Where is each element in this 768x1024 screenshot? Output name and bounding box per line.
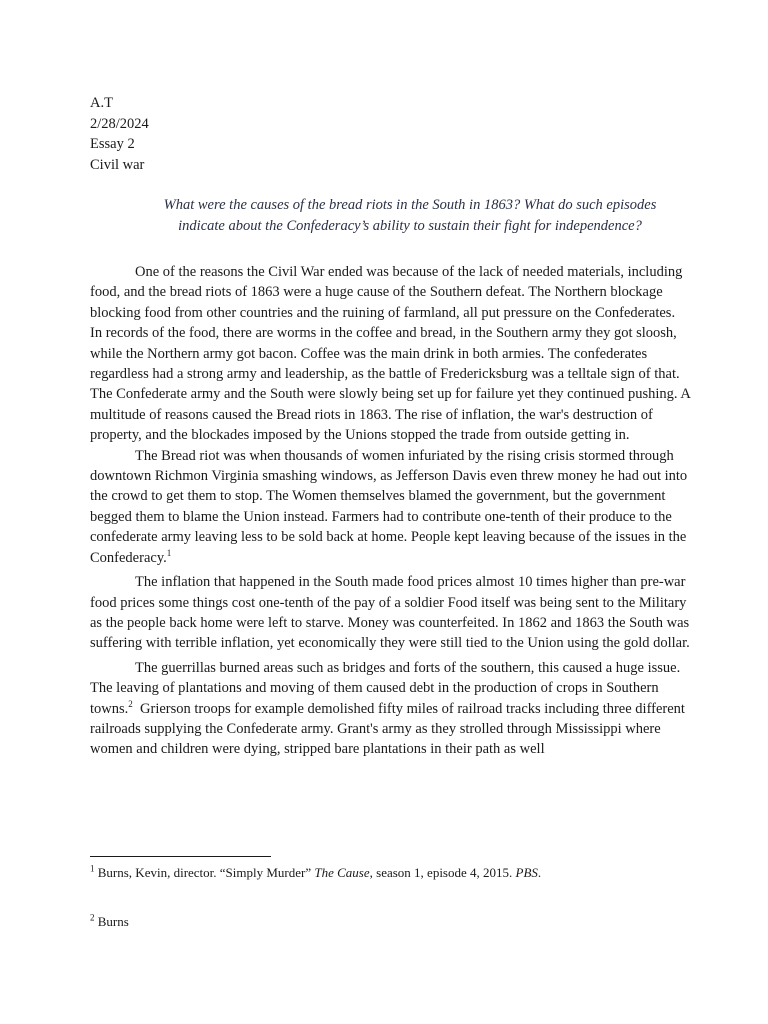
paragraph-3-text: The inflation that happened in the South made food prices almost 10 times higher than pre-war food prices some things cost one-tenth of the pay of a soldier Food itself was being sent to the Military as the people back home were left to starve. Money was counterfeited. In 1862 and 1863 the South was suffering with terrible inflation, yet economically they were still tied to the Union using the gold dollar. [90,574,690,652]
essay-prompt [130,195,690,237]
footnote-2 [90,913,710,931]
author-name: A.T [90,95,113,111]
paragraph-2 [90,446,690,568]
footnote-1-publisher: PBS [515,865,538,880]
footnote-1-text-middle: , season 1, episode 4, 2015. [369,865,516,880]
paragraph-4 [90,658,690,760]
footnote-2-mark: 2 [90,912,95,923]
paragraph-4-text-before: The guerrillas burned areas such as bridges and forts of the southern, this caused a huge issue. The leaving of plantations and moving of them caused debt in the production of crops in Southern towns. [90,659,681,717]
footnote-ref-1[interactable]: 1 [166,547,172,558]
prompt-line-2: indicate about the Confederacy’s ability to sustain their fight for independence? [178,218,642,234]
footnote-1 [90,864,710,882]
paragraph-4-text-after: Grierson troops for example demolished fifty miles of railroad tracks including three different railroads supplying the Confederate army. Grant's army as they strolled through Mississippi where women and children were dying, stripped bare plantations in their path as well [90,700,689,758]
footnote-1-title: The Cause [314,865,370,880]
paragraph-1 [90,262,690,446]
essay-date: 2/28/2024 [90,115,149,132]
footnote-separator [90,856,271,857]
essay-body [90,262,690,760]
footnote-1-text-before: Burns, Kevin, director. “Simply Murder” [94,865,315,880]
course-name: Civil war [90,156,145,173]
assignment-name: Essay 2 [90,136,135,152]
paragraph-3 [90,572,690,654]
paragraph-1-text: One of the reasons the Civil War ended was because of the lack of needed materials, including food, and the bread riots of 1863 were a huge cause of the Southern defeat. The Northern blockage blocking food from other countries and the ruining of farmland, all put pressure on the Confederates. In records of the food, there are worms in the coffee and bread, in the Southern army they got sloosh, while the Northern army got bacon. Coffee was the main drink in both armies. The confederates regardless had a strong army and leadership, as the battle of Fredericksburg was a telltale sign of that. The Confederate army and the South were slowly being set up for failure yet they continued pushing. A multitude of reasons caused the Bread riots in 1863. The rise of inflation, the war's destruction of property, and the blockades imposed by the Unions stopped the trade from outside getting in. [90,264,690,444]
footnote-1-text-after: . [537,865,542,880]
footnote-ref-2[interactable]: 2 [128,698,133,709]
prompt-line-1: What were the causes of the bread riots in the South in 1863? What do such episodes [163,197,657,213]
paragraph-2-text: The Bread riot was when thousands of women infuriated by the rising crisis stormed through downtown Richmon Virginia smashing windows, as Jefferson Davis even threw money he had out into the crowd to get them to stop. The Women themselves blamed the government, but the government begged them to blame the Union instead. Farmers had to contribute one-tenth of their produce to the confederate army leaving less to be sold back at home. People kept leaving because of the issues in the Confederacy. [90,447,688,566]
essay-header [90,93,149,175]
footnote-2-text: Burns [94,914,129,929]
footnote-1-mark: 1 [90,863,95,874]
